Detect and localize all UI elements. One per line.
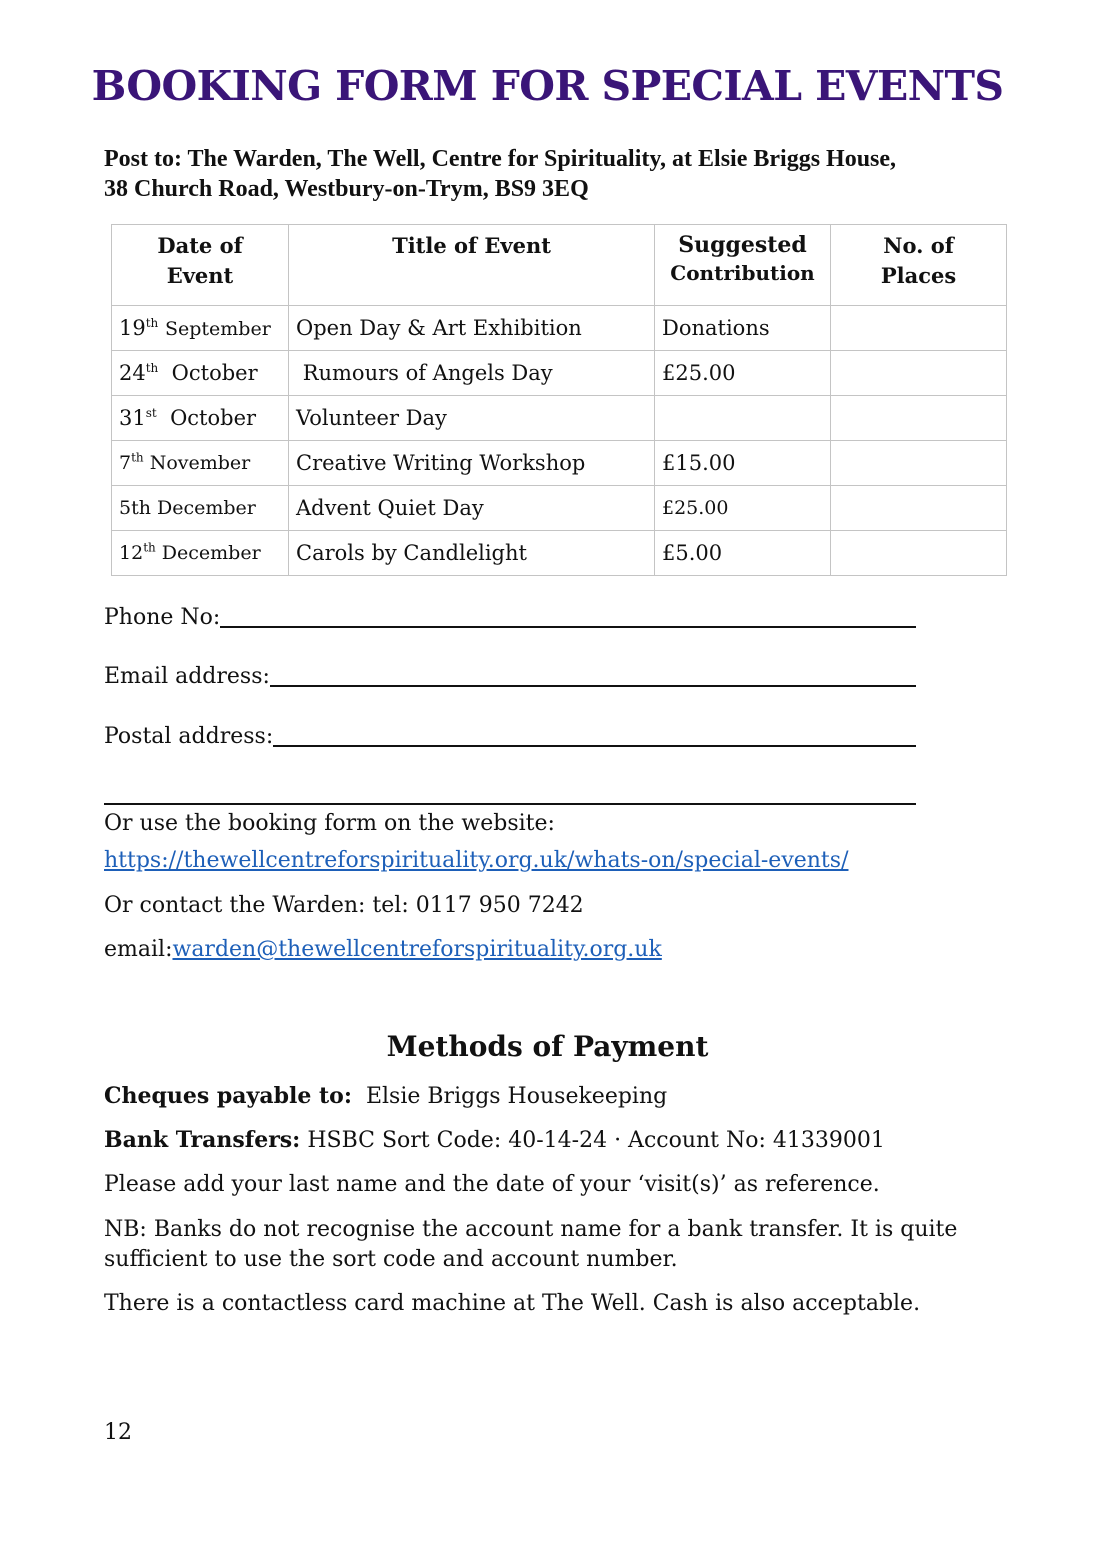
- header-title: Title of Event: [289, 225, 655, 306]
- email-field[interactable]: [104, 657, 916, 691]
- row-month: September: [164, 318, 271, 340]
- row-contribution: £15.00: [655, 441, 831, 486]
- table-row: [112, 486, 1007, 531]
- cheques-label: Cheques payable to:: [104, 1083, 352, 1109]
- row-date: [112, 531, 289, 576]
- email-prefix: email:: [104, 937, 173, 962]
- postal-address-field[interactable]: [104, 717, 916, 751]
- row-month: December: [161, 542, 261, 564]
- header-contribution: [655, 225, 831, 306]
- header-contribution-line-2: Contribution: [670, 261, 815, 285]
- header-places-line-2: Places: [880, 263, 957, 288]
- table-row: [112, 351, 1007, 396]
- phone-label: Phone No:: [104, 605, 221, 630]
- events-table: [111, 224, 1007, 576]
- row-event: Advent Quiet Day: [289, 486, 655, 531]
- row-date: [112, 351, 289, 396]
- page-number: 12: [104, 1420, 132, 1445]
- row-date: [112, 486, 289, 531]
- postal-address-label: Postal address:: [104, 724, 274, 749]
- nb-note-line-1: NB: Banks do not recognise the account name for a bank transfer. It is quite: [104, 1217, 958, 1242]
- row-day-suffix: th: [143, 540, 156, 555]
- cheques-value: Elsie Briggs Housekeeping: [365, 1084, 668, 1109]
- header-date-line-2: Event: [166, 263, 234, 288]
- row-contribution: £5.00: [655, 531, 831, 576]
- header-places-line-1: No. of: [883, 233, 954, 258]
- row-day-suffix: th: [145, 316, 159, 330]
- nb-note: [104, 1215, 994, 1275]
- row-contribution: £25.00: [655, 351, 831, 396]
- row-day: 12: [119, 542, 144, 564]
- phone-input-line[interactable]: [220, 626, 916, 628]
- nb-note-line-2: sufficient to use the sort code and account number.: [104, 1247, 678, 1272]
- row-day-suffix: th: [145, 361, 159, 375]
- table-row: [112, 441, 1007, 486]
- phone-field[interactable]: [104, 598, 916, 632]
- row-day-suffix: st: [145, 406, 157, 420]
- warden-email-link[interactable]: warden@thewellcentreforspirituality.org.uk: [172, 937, 662, 962]
- header-places: [831, 225, 1007, 306]
- header-date-line-1: Date of: [157, 233, 243, 258]
- row-places-cell[interactable]: [831, 531, 1007, 576]
- card-machine-note: There is a contactless card machine at The Well. Cash is also acceptable.: [104, 1291, 921, 1316]
- row-contribution: [655, 396, 831, 441]
- warden-contact-text: Or contact the Warden: tel: 0117 950 7242: [104, 893, 584, 918]
- row-month: October: [171, 361, 258, 385]
- page-title: BOOKING FORM FOR SPECIAL EVENTS: [91, 62, 1004, 110]
- email-input-line[interactable]: [270, 685, 916, 687]
- row-event-text: Rumours of Angels Day: [302, 361, 553, 385]
- row-event: Creative Writing Workshop: [289, 441, 655, 486]
- row-month: October: [170, 406, 257, 430]
- table-row: [112, 531, 1007, 576]
- row-contribution: £25.00: [655, 486, 831, 531]
- row-day: 5th: [119, 497, 151, 519]
- row-places-cell[interactable]: [831, 351, 1007, 396]
- row-day: 7: [119, 452, 132, 474]
- row-month: November: [149, 452, 251, 474]
- row-event: Open Day & Art Exhibition: [289, 306, 655, 351]
- row-month: December: [157, 497, 256, 519]
- website-link[interactable]: https://thewellcentreforspirituality.org.uk/whats-on/special-events/: [104, 848, 849, 873]
- row-contribution: Donations: [655, 306, 831, 351]
- bank-transfer-line: [104, 1125, 994, 1156]
- header-contribution-line-1: Suggested: [678, 232, 807, 258]
- table-row: [112, 396, 1007, 441]
- postal-instructions-line-1: Post to: The Warden, The Well, Centre for Spirituality, at Elsie Briggs House,: [104, 146, 897, 172]
- row-event: Carols by Candlelight: [289, 531, 655, 576]
- header-date: [112, 225, 289, 306]
- row-event: [289, 351, 655, 396]
- email-label: Email address:: [104, 664, 270, 689]
- postal-instructions-line-2: 38 Church Road, Westbury-on-Trym, BS9 3EQ: [104, 176, 589, 202]
- events-table-header-row: [112, 225, 1007, 306]
- row-day-suffix: th: [131, 450, 144, 465]
- website-text: Or use the booking form on the website:: [104, 811, 555, 836]
- row-places-cell[interactable]: [831, 396, 1007, 441]
- postal-instructions: [104, 144, 1004, 204]
- row-places-cell[interactable]: [831, 486, 1007, 531]
- row-day: 24: [119, 361, 146, 385]
- table-row: [112, 306, 1007, 351]
- row-day: 19: [119, 316, 146, 340]
- row-date: [112, 306, 289, 351]
- row-places-cell[interactable]: [831, 441, 1007, 486]
- reference-note: Please add your last name and the date of your ‘visit(s)’ as reference.: [104, 1172, 880, 1197]
- postal-address-input-line[interactable]: [273, 745, 916, 747]
- postal-address-extra-line[interactable]: [104, 803, 916, 805]
- row-date: [112, 441, 289, 486]
- row-places-cell[interactable]: [831, 306, 1007, 351]
- warden-email-line: [104, 936, 662, 964]
- row-day: 31: [119, 406, 146, 430]
- bank-transfer-value: HSBC Sort Code: 40-14-24 · Account No: 41339001: [307, 1128, 885, 1153]
- bank-transfer-label: Bank Transfers:: [104, 1127, 301, 1153]
- payment-heading: Methods of Payment: [386, 1030, 709, 1063]
- row-event: Volunteer Day: [289, 396, 655, 441]
- cheques-line: [104, 1081, 994, 1112]
- row-date: [112, 396, 289, 441]
